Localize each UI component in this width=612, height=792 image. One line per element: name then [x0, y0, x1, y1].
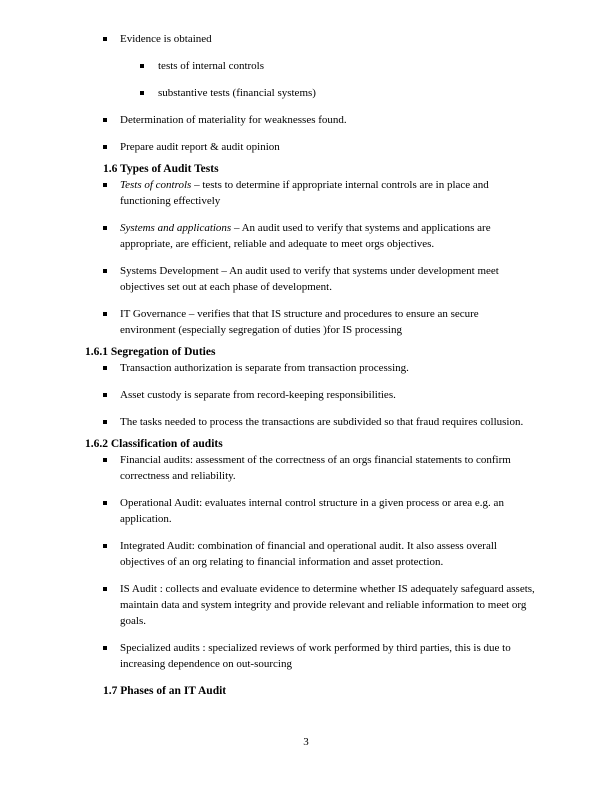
bullet-item: [103, 452, 535, 484]
sub-bullet-item: [140, 85, 535, 101]
bullet-item: [103, 177, 535, 209]
bullet-text-italic-lead: Tests of controls: [120, 179, 192, 191]
square-bullet-icon: [103, 501, 107, 505]
square-bullet-icon: [103, 420, 107, 424]
bullet-item: [103, 387, 535, 403]
bullet-item: [103, 306, 535, 338]
bullet-item: [103, 112, 535, 128]
square-bullet-icon: [103, 269, 107, 273]
square-bullet-icon: [103, 646, 107, 650]
square-bullet-icon: [103, 544, 107, 548]
square-bullet-icon: [103, 312, 107, 316]
bullet-item: [103, 414, 535, 430]
bullet-text: Transaction authorization is separate from transaction processing.: [120, 362, 409, 374]
heading-1-6-1: 1.6.1 Segregation of Duties: [85, 346, 216, 358]
bullet-text: Evidence is obtained: [120, 33, 212, 45]
heading-1-7: 1.7 Phases of an IT Audit: [103, 685, 227, 697]
bullet-text: Specialized audits : specialized reviews of work performed by third parties, this is due to increasing dependence on out-sourcing: [120, 642, 511, 670]
bullet-text: Systems Development – An audit used to verify that systems under development meet objectives set out at each phase of development.: [120, 265, 499, 293]
bullet-text: Determination of materiality for weaknesses found.: [120, 114, 347, 126]
bullet-text-rest: – An audit used to verify that systems and applications are appropriate, are efficient, reliable and adequate to meet orgs objectives.: [120, 222, 491, 250]
bullet-text: [120, 179, 489, 207]
bullet-text: substantive tests (financial systems): [158, 87, 316, 99]
bullet-text-italic-lead: Systems and applications: [120, 222, 232, 234]
bullet-text: Financial audits: assessment of the correctness of an orgs financial statements to confirm correctness and reliability.: [120, 454, 511, 482]
heading-1-6: 1.6 Types of Audit Tests: [103, 163, 219, 175]
bullet-text: Prepare audit report & audit opinion: [120, 141, 280, 153]
square-bullet-icon: [103, 393, 107, 397]
square-bullet-icon: [140, 64, 144, 68]
heading-1-6-2: 1.6.2 Classification of audits: [85, 438, 223, 450]
square-bullet-icon: [103, 366, 107, 370]
bullet-item: [103, 360, 535, 376]
square-bullet-icon: [103, 458, 107, 462]
bullet-item: [103, 220, 535, 252]
bullet-item: [103, 538, 535, 570]
bullet-item: [103, 139, 535, 155]
bullet-text: IT Governance – verifies that that IS structure and procedures to ensure an secure environment (especially segregation of duties )for IS processing: [120, 308, 479, 336]
bullet-text: [120, 222, 491, 250]
bullet-item: [103, 640, 535, 672]
square-bullet-icon: [140, 91, 144, 95]
square-bullet-icon: [103, 183, 107, 187]
sub-bullet-item: [140, 58, 535, 74]
square-bullet-icon: [103, 118, 107, 122]
square-bullet-icon: [103, 37, 107, 41]
square-bullet-icon: [103, 226, 107, 230]
bullet-text: Asset custody is separate from record-keeping responsibilities.: [120, 389, 396, 401]
bullet-text: IS Audit : collects and evaluate evidence to determine whether IS adequately safeguard assets, maintain data and system integrity and provide relevant and reliable information to meet org goals.: [120, 583, 535, 627]
bullet-item: [103, 495, 535, 527]
square-bullet-icon: [103, 587, 107, 591]
bullet-text: tests of internal controls: [158, 60, 265, 72]
bullet-item: [103, 581, 535, 629]
bullet-text: Integrated Audit: combination of financial and operational audit. It also assess overall objectives of an org relating to financial information and asset protection.: [120, 540, 497, 568]
bullet-text-rest: – tests to determine if appropriate internal controls are in place and functioning effectively: [120, 179, 489, 207]
bullet-text: The tasks needed to process the transactions are subdivided so that fraud requires collusion.: [120, 416, 524, 428]
page-number: 3: [303, 736, 309, 748]
square-bullet-icon: [103, 145, 107, 149]
bullet-item: [103, 263, 535, 295]
bullet-item: [103, 31, 535, 47]
bullet-text: Operational Audit: evaluates internal control structure in a given process or area e.g. an application.: [120, 497, 504, 525]
